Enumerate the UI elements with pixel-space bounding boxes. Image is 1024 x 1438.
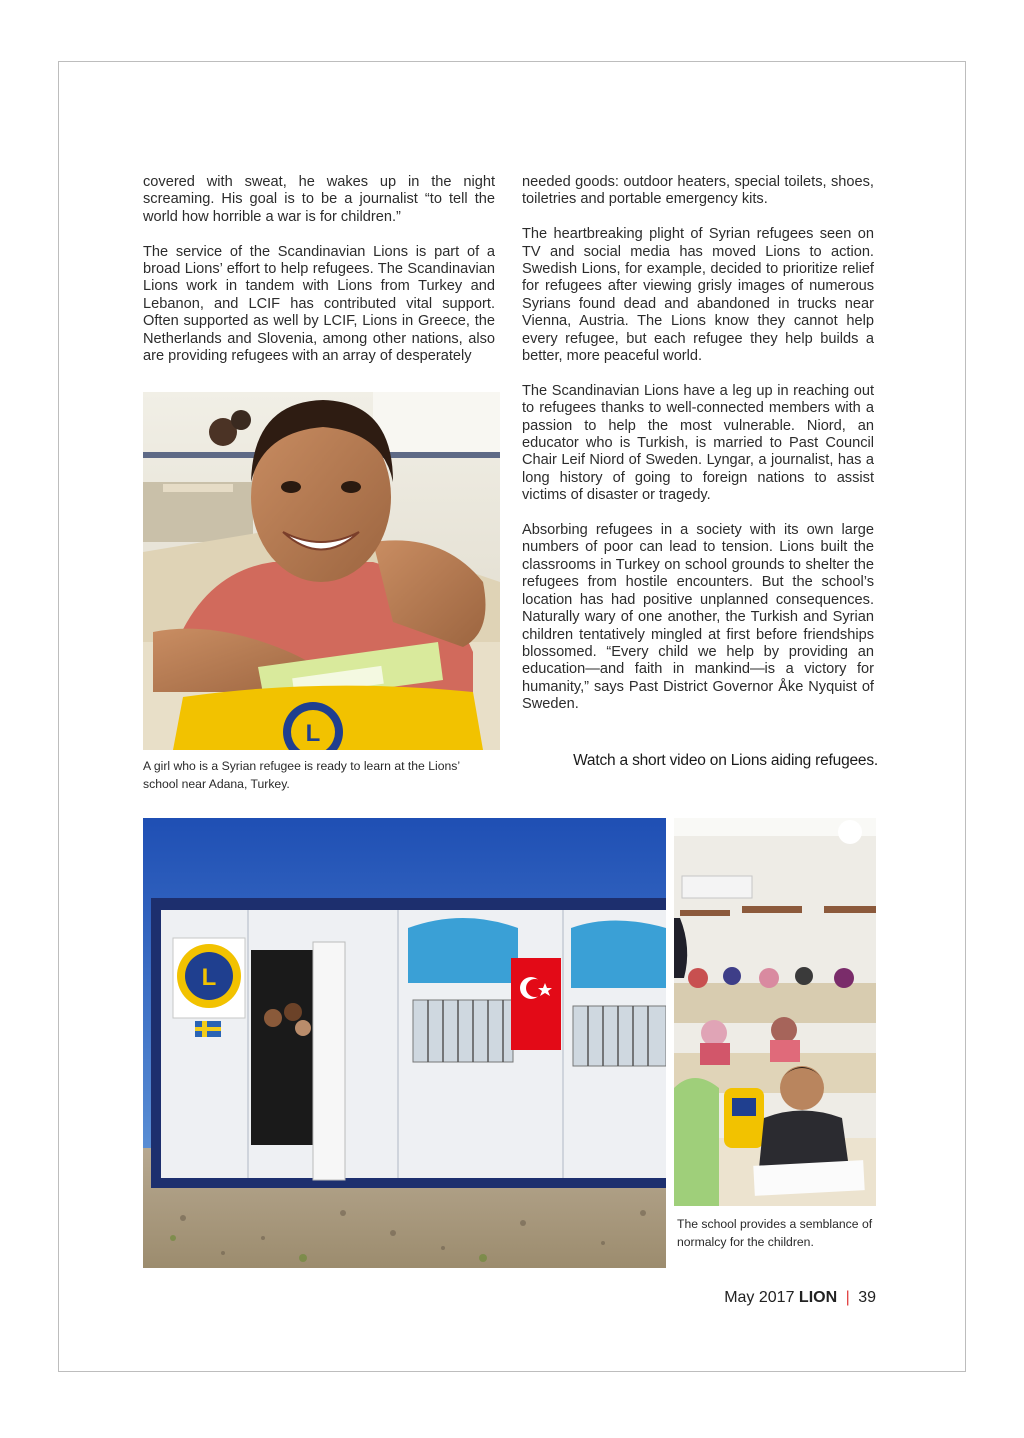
article-paragraph: needed goods: outdoor heaters, special toilets, shoes, toiletries and portable emergency kits. (522, 174, 874, 208)
photo-refugee-girl (143, 392, 500, 750)
article-left-column (143, 174, 495, 383)
lions-logo-letter: L (201, 964, 217, 991)
video-link[interactable]: Watch a short video on Lions aiding refugees. (573, 752, 878, 769)
caption-refugee-girl: A girl who is a Syrian refugee is ready to learn at the Lions’ school near Adana, Turkey. (143, 759, 460, 791)
article-right-column (522, 174, 874, 731)
page-footer (600, 1289, 876, 1307)
article-paragraph: Absorbing refugees in a society with its own large numbers of poor can lead to tension. Lions built the classrooms in Turkey on school grounds to shelter the refugees from hostile encounters. But the school’s location has had positive unplanned consequences. Naturally wary of one another, the Turkish and Syrian children tentatively mingled at first before friendships blossomed. “Every child we help by providing an education—and faith in mankind—is a victory for humanity,” says Past District Governor Åke Nyquist of Sweden. (522, 522, 874, 713)
lions-logo-letter: L (305, 720, 321, 747)
footer-brand: LION (798, 1289, 838, 1306)
page-number: 39 (858, 1289, 876, 1306)
article-paragraph: covered with sweat, he wakes up in the night screaming. His goal is to be a journalist “to tell the world how horrible a war is for children.” (143, 174, 495, 225)
footer-issue-date: May 2017 (724, 1289, 795, 1306)
footer-separator: | (845, 1289, 850, 1306)
article-paragraph: The heartbreaking plight of Syrian refugees seen on TV and social media has moved Lions to action. Swedish Lions, for example, decided to prioritize relief for refugees after viewing grisly images of numerous Syrians found dead and abandoned in trucks near Vienna, Austria. The Lions know they cannot help every refugee, but each refugee they help builds a better, more peaceful world. (522, 226, 874, 365)
article-paragraph: The service of the Scandinavian Lions is part of a broad Lions’ effort to help refugees. The Scandinavian Lions work in tandem with Lions from Turkey and Lebanon, and LCIF has contributed vital support. Often supported as well by LCIF, Lions in Greece, the Netherlands and Slovenia, among other nations, also are providing refugees with an array of desperately (143, 243, 495, 365)
caption-classroom: The school provides a semblance of normalcy for the children. (677, 1217, 873, 1249)
photo-classroom-interior (674, 818, 876, 1206)
article-paragraph: The Scandinavian Lions have a leg up in reaching out to refugees thanks to well-connected members with a passion to help the most vulnerable. Niord, an educator who is Turkish, is married to Past Council Chair Leif Niord of Sweden. Lyngar, a journalist, has a long history of going to foreign nations to assist victims of disaster or tragedy. (522, 382, 874, 504)
photo-portable-classroom (143, 818, 666, 1268)
